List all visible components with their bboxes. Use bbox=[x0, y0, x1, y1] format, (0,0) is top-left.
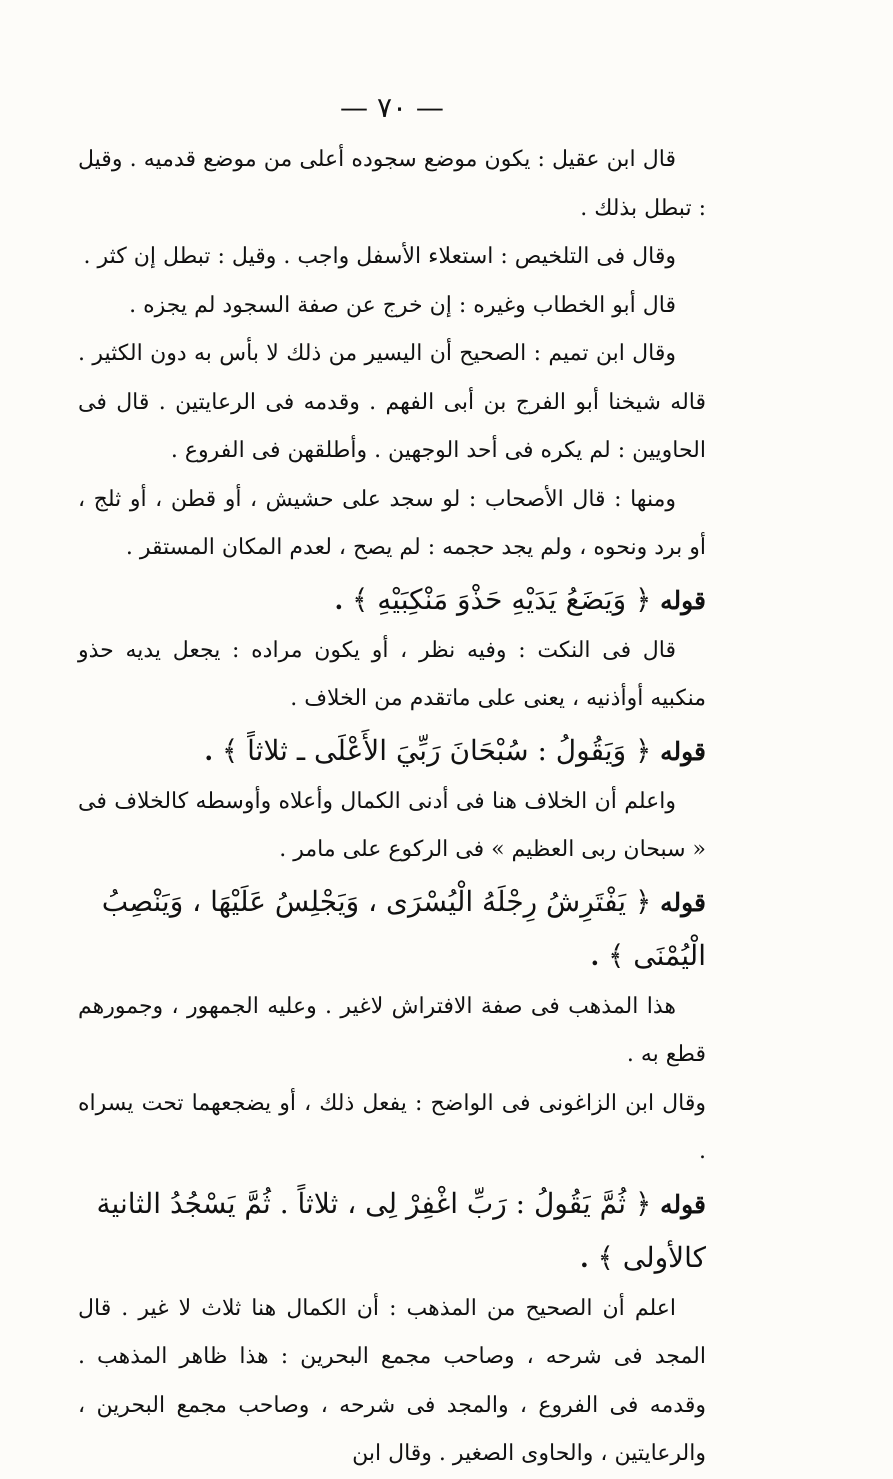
text-line: وقال ابن تميم : الصحيح أن اليسير من ذلك لا بأس به دون الكثير . قاله bbox=[78, 341, 707, 415]
paragraph bbox=[78, 330, 706, 476]
paragraph bbox=[78, 476, 706, 573]
quoted-text: ﴿ يَفْتَرِشُ رِجْلَهُ الْيُسْرَى ، وَيَجْلِسُ عَلَيْهَا ، وَيَنْصِبُ الْيُمْنَى ﴾ bbox=[101, 884, 706, 972]
paragraph bbox=[78, 136, 706, 233]
heading-end-mark: . bbox=[204, 736, 222, 766]
text-line: هذا المذهب فى صفة الافتراش لاغير . وعليه الجمهور ، وجمورهم قطع به . bbox=[78, 993, 706, 1067]
text-line: قال فى النكت : وفيه نظر ، أو يكون مراده : يجعل يديه حذو منكبيه bbox=[78, 637, 706, 711]
heading-label: قوله bbox=[651, 736, 706, 766]
verse-heading bbox=[78, 1177, 706, 1285]
text-line: أوأذنيه ، يعنى على ماتقدم من الخلاف . bbox=[290, 686, 644, 711]
quoted-text: ﴿ وَيَضَعُ يَدَيْهِ حَذْوَ مَنْكِبَيْهِ ﴾ bbox=[351, 582, 652, 616]
paragraph bbox=[78, 282, 706, 331]
text-line: ومنها : قال الأصحاب : لو سجد على حشيش ، أو قطن ، أو ثلج ، أو برد bbox=[78, 486, 706, 560]
quoted-text: ﴿ ثُمَّ يَقُولُ : رَبِّ اغْفِرْ لِى ، ثلاثاً . ثُمَّ يَسْجُدُ الثانية كالأولى ﴾ bbox=[96, 1186, 706, 1274]
quoted-text: ﴿ وَيَقُولُ : سُبْحَانَ رَبِّيَ الأَعْلَى ـ ثلاثاً ﴾ bbox=[221, 733, 652, 767]
page-body bbox=[78, 92, 706, 1479]
text-line: فى أحد الوجهين . وأطلقهن فى الفروع . bbox=[170, 438, 534, 463]
heading-end-mark: . bbox=[334, 585, 352, 615]
heading-label: قوله bbox=[651, 585, 706, 615]
heading-end-mark: . bbox=[580, 1243, 598, 1273]
text-line: شيخنا أبو الفرج بن أبى الفهم . وقدمه فى الرعايتين . قال فى الحاويين : لم يكره bbox=[78, 389, 706, 463]
text-line: اعلم أن الصحيح من المذهب : أن الكمال هنا ثلاث لا غير . قال المجد bbox=[78, 1295, 707, 1369]
heading-label: قوله bbox=[651, 1189, 706, 1219]
page-content bbox=[78, 136, 706, 1479]
text-line: ونحوه ، ولم يجد حجمه : لم يصح ، لعدم المكان المستقر . bbox=[125, 535, 648, 560]
heading-end-mark: . bbox=[590, 941, 608, 971]
paragraph bbox=[78, 983, 706, 1080]
paragraph bbox=[78, 233, 706, 282]
text-line: تبطل بذلك . bbox=[580, 195, 692, 221]
verse-heading bbox=[78, 875, 706, 983]
paragraph bbox=[78, 778, 706, 875]
heading-label: قوله bbox=[651, 887, 706, 917]
text-line: واعلم أن الخلاف هنا فى أدنى الكمال وأعلاه وأوسطه كالخلاف فى « سبحان bbox=[78, 788, 706, 862]
page-number: — ٧٠ — bbox=[340, 91, 444, 124]
paragraph bbox=[78, 627, 706, 724]
text-line: فى شرحه ، وصاحب مجمع البحرين : هذا ظاهر المذهب . وقدمه فى الفروع ، والمجد bbox=[78, 1344, 706, 1418]
verse-heading bbox=[78, 573, 706, 627]
text-line: وقال فى التلخيص : استعلاء الأسفل واجب . وقيل : تبطل إن كثر . bbox=[83, 244, 676, 269]
text-line: قال ابن عقيل : يكون موضع سجوده أعلى من موضع قدميه . وقيل : bbox=[78, 147, 706, 221]
text-line: وقال ابن الزاغونى فى الواضح : يفعل ذلك ، أو يضجعهما تحت يسراه . bbox=[78, 1090, 706, 1164]
text-line: ربى العظيم » فى الركوع على مامر . bbox=[279, 837, 617, 862]
paragraph bbox=[78, 1080, 706, 1177]
paragraph bbox=[78, 1285, 706, 1479]
text-line: فى شرحه ، وصاحب مجمع البحرين ، والرعايتين ، والحاوى الصغير . وقال ابن bbox=[78, 1392, 706, 1466]
verse-heading bbox=[78, 724, 706, 778]
text-line: قال أبو الخطاب وغيره : إن خرج عن صفة السجود لم يجزه . bbox=[129, 292, 676, 318]
